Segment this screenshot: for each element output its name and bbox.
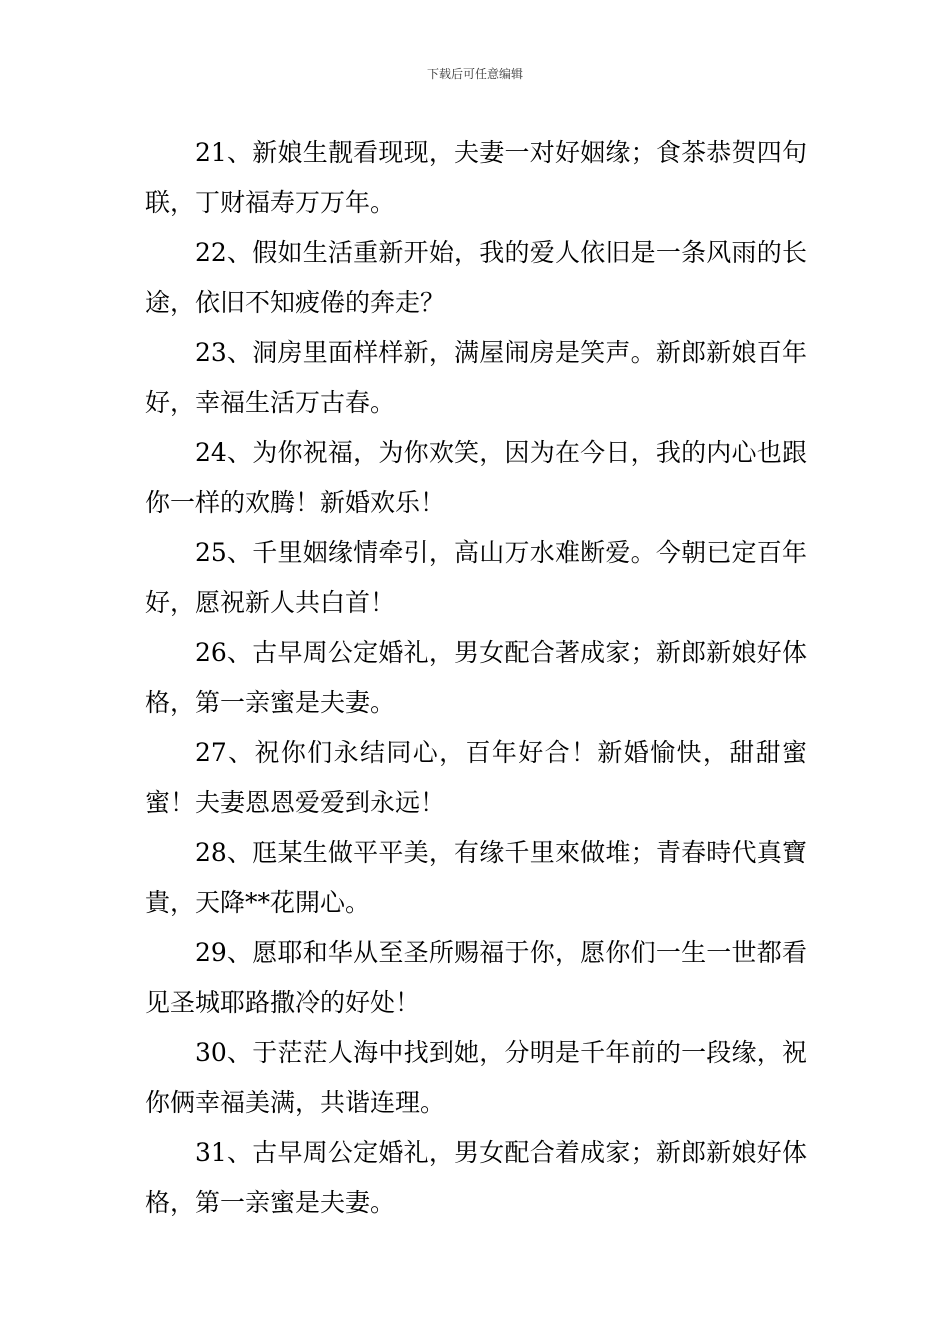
paragraph-21: 21、新娘生靓看现现，夫妻一对好姻缘；食茶恭贺四句联，丁财福寿万万年。 [145,138,807,217]
paragraph-23: 23、洞房里面样样新，满屋闹房是笑声。新郎新娘百年好，幸福生活万古春。 [145,338,807,417]
page-header: 下载后可任意编辑 [426,67,523,81]
paragraph-22: 22、假如生活重新开始，我的爱人依旧是一条风雨的长途，依旧不知疲倦的奔走？ [145,238,807,317]
paragraph-26: 26、古早周公定婚礼，男女配合著成家；新郎新娘好体格，第一亲蜜是夫妻。 [145,638,807,717]
paragraph-24: 24、为你祝福，为你欢笑，因为在今日，我的内心也跟你一样的欢腾！新婚欢乐！ [145,438,807,517]
paragraph-30: 30、于茫茫人海中找到她，分明是千年前的一段缘，祝你俩幸福美满，共谐连理。 [145,1038,807,1117]
paragraph-29: 29、愿耶和华从至圣所赐福于你，愿你们一生一世都看见圣城耶路撒冷的好处！ [145,938,807,1017]
document-body [145,128,807,1228]
paragraph-28: 28、尫某生做平平美，有缘千里來做堆；青春時代真寶貴，天降**花開心。 [145,838,807,917]
paragraph-25: 25、千里姻缘情牵引，高山万水难断爱。今朝已定百年好，愿祝新人共白首！ [145,538,807,617]
paragraph-27: 27、祝你们永结同心，百年好合！新婚愉快，甜甜蜜蜜！夫妻恩恩爱爱到永远！ [145,738,807,817]
paragraph-31: 31、古早周公定婚礼，男女配合着成家；新郎新娘好体格，第一亲蜜是夫妻。 [145,1138,807,1217]
